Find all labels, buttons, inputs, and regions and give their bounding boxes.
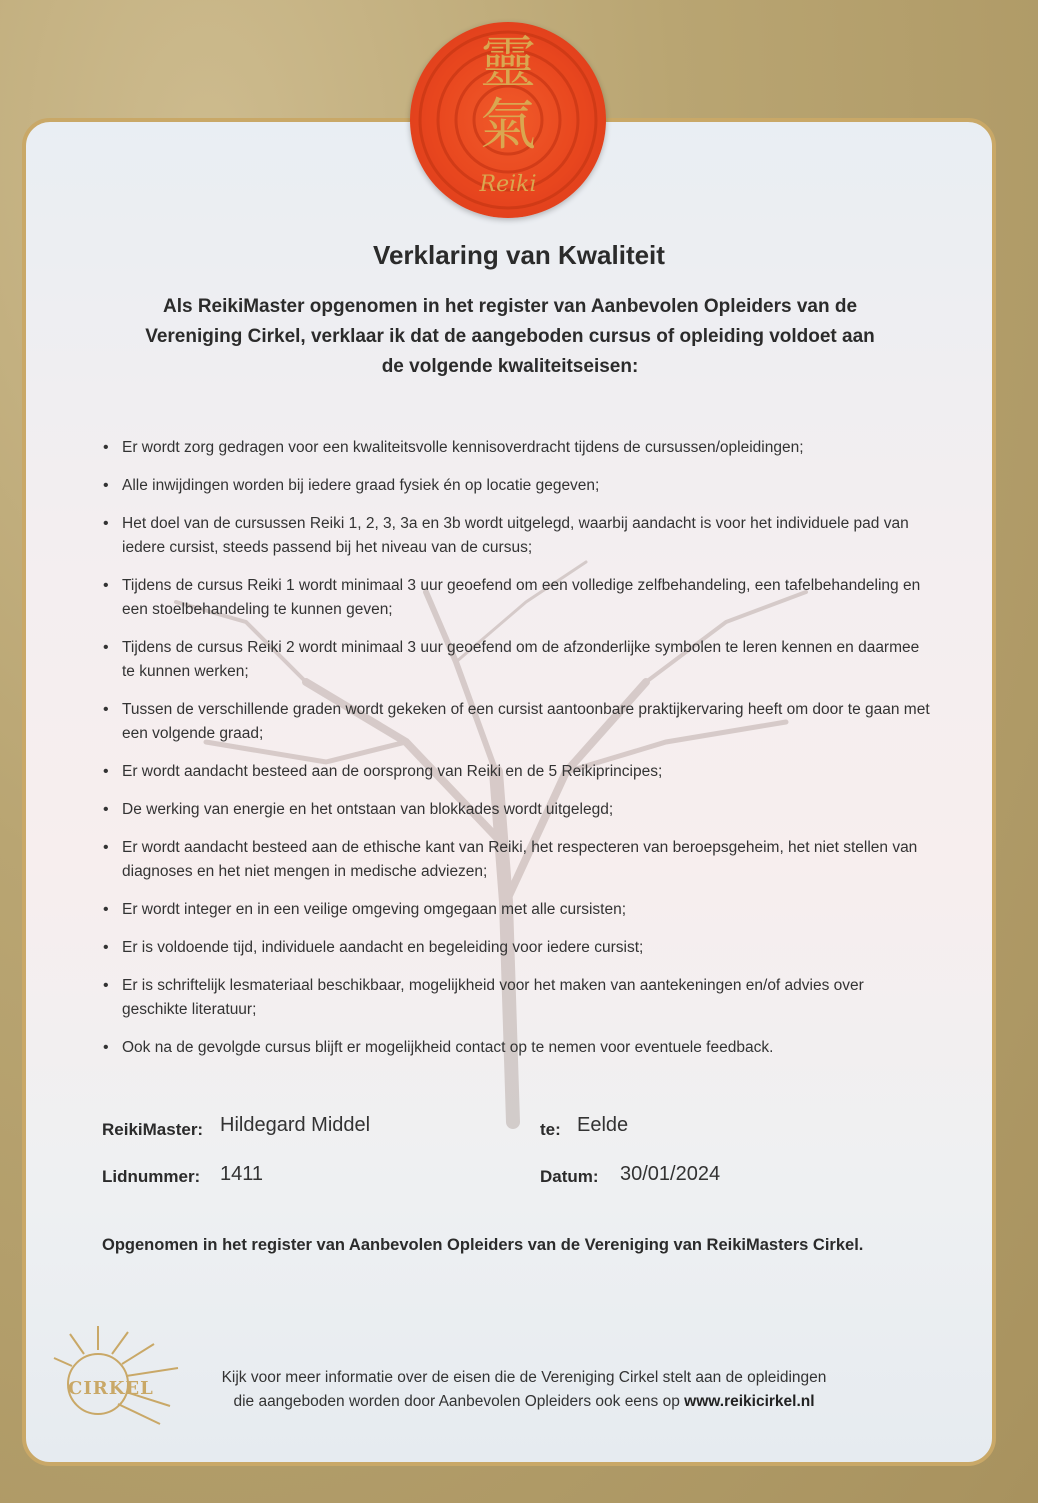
cirkel-sun-logo-icon — [50, 1322, 190, 1432]
seal-kanji-ki: 氣 — [480, 93, 536, 158]
seal-word: Reiki — [479, 172, 537, 197]
date-value: 30/01/2024 — [620, 1163, 721, 1185]
list-item: • Er is voldoende tijd, individuele aandacht en begeleiding voor iedere cursist; — [100, 936, 930, 960]
date-label: Datum: — [540, 1167, 599, 1186]
list-item: • De werking van energie en het ontstaan van blokkades wordt uitgelegd; — [100, 798, 930, 822]
reikimaster-value: Hildegard Middel — [220, 1114, 371, 1136]
cirkel-logo-text: CIRKEL — [68, 1378, 154, 1399]
requirements-list — [100, 436, 930, 1074]
place-value: Eelde — [577, 1114, 629, 1136]
list-item: • Er wordt aandacht besteed aan de oorsprong van Reiki en de 5 Reikiprincipes; — [100, 760, 930, 784]
list-item: • Er wordt integer en in een veilige omgeving omgegaan met alle cursisten; — [100, 898, 930, 922]
website-link[interactable]: www.reikicirkel.nl — [684, 1393, 815, 1410]
list-item: • Er wordt zorg gedragen voor een kwaliteitsvolle kennisoverdracht tijdens de cursussen/opleidingen; — [100, 436, 930, 460]
footer-line-1: Kijk voor meer informatie over de eisen die de Vereniging Cirkel stelt aan de opleidingen — [221, 1369, 827, 1386]
list-item: • Alle inwijdingen worden bij iedere graad fysiek én op locatie gegeven; — [100, 474, 930, 498]
list-item: • Er is schriftelijk lesmateriaal beschikbaar, mogelijkheid voor het maken van aantekeningen en/of advies over geschikte literatuur; — [100, 974, 930, 1022]
list-item: • Er wordt aandacht besteed aan de ethische kant van Reiki, het respecteren van beroepsgeheim, het niet stellen van diagnoses en het niet mengen in medische adviezen; — [100, 836, 930, 884]
list-item: • Tijdens de cursus Reiki 1 wordt minimaal 3 uur geoefend om een volledige zelfbehandeling, een tafelbehandeling en een stoelbehandeling te kunnen geven; — [100, 574, 930, 622]
intro-statement: Als ReikiMaster opgenomen in het register van Aanbevolen Opleiders van de Vereniging Cirkel, verklaar ik dat de aangeboden cursus of opleiding voldoet aan de volgende kwaliteitseisen: — [145, 296, 875, 377]
place-label: te: — [540, 1120, 561, 1139]
footer-line-2-text: die aangeboden worden door Aanbevolen Opleiders ook eens op — [233, 1393, 685, 1410]
register-note: Opgenomen in het register van Aanbevolen Opleiders van de Vereniging van ReikiMasters Cirkel. — [102, 1236, 864, 1254]
footer-line-2 — [200, 1390, 848, 1414]
page-title: Verklaring van Kwaliteit — [373, 240, 665, 270]
seal-kanji-rei: 靈 — [480, 31, 536, 96]
list-item: • Tussen de verschillende graden wordt gekeken of een cursist aantoonbare praktijkervaring heeft om door te gaan met een volgende graad; — [100, 698, 930, 746]
list-item: • Ook na de gevolgde cursus blijft er mogelijkheid contact op te nemen voor eventuele feedback. — [100, 1036, 930, 1060]
list-item: • Tijdens de cursus Reiki 2 wordt minimaal 3 uur geoefend om de afzonderlijke symbolen te leren kennen en daarmee te kunnen werken; — [100, 636, 930, 684]
member-number-value: 1411 — [220, 1163, 264, 1185]
list-item: • Het doel van de cursussen Reiki 1, 2, 3, 3a en 3b wordt uitgelegd, waarbij aandacht is voor het individuele pad van iedere cursist, steeds passend bij het niveau van de cursus; — [100, 512, 930, 560]
member-number-label: Lidnummer: — [102, 1167, 201, 1186]
reikimaster-label: ReikiMaster: — [102, 1120, 204, 1139]
footer-note — [200, 1366, 848, 1414]
reiki-seal-logo — [410, 22, 606, 218]
